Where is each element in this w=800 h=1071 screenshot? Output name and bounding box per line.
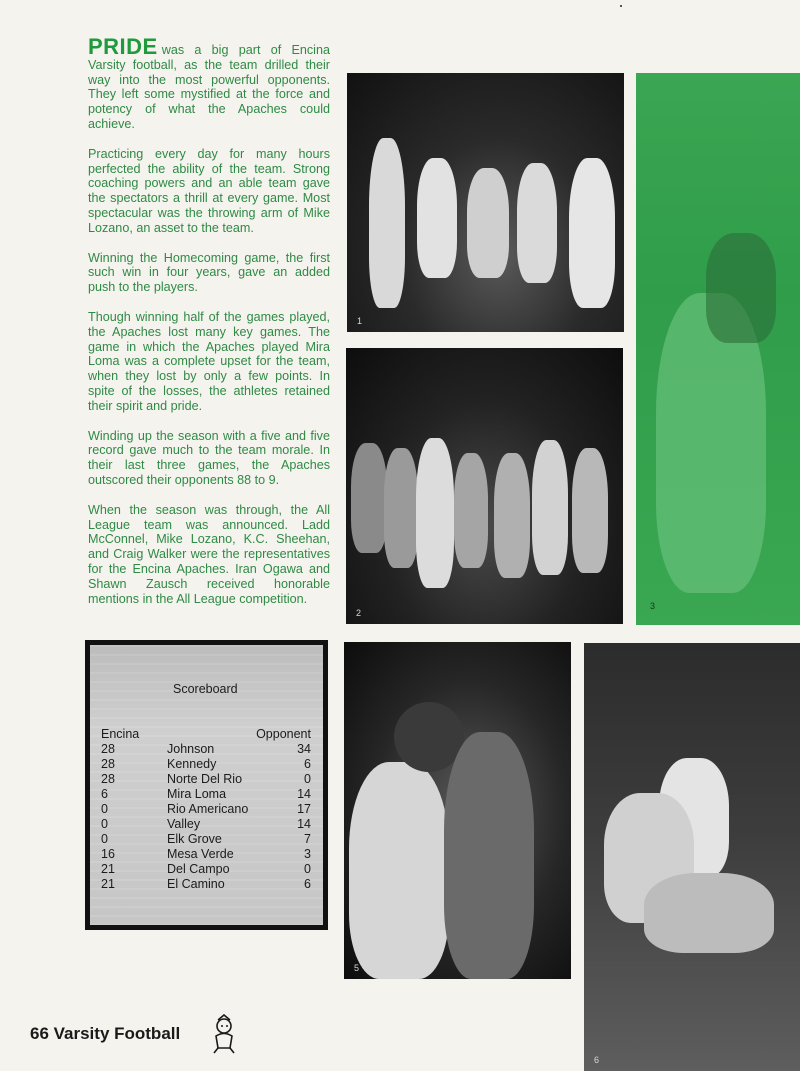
article-paragraph-5: Winding up the season with a five and five record gave much to the team morale. In their last three games, the Apaches outscored their opponents 88 to 9. (88, 428, 330, 487)
opponent-score: 0 (304, 862, 311, 876)
opponent-name: Valley (167, 817, 201, 831)
score-row (101, 832, 311, 847)
article-paragraph-6: When the season was through, the All League team was announced. Ladd McConnel, Mike Lozano, K.C. Sheehan, and Craig Walker were the representatives for the Encina Apaches. Iran Ogawa and Shawn Zausch received honorable mentions in the All League competition. (88, 502, 330, 606)
opponent-score: 6 (304, 877, 311, 891)
article-paragraph-3: Winning the Homecoming game, the first such win in four years, gave an added push to the players. (88, 250, 330, 295)
score-row (101, 772, 311, 787)
opponent-name: Mira Loma (167, 787, 227, 801)
photo-number: 6 (594, 1055, 600, 1065)
coach-figure (369, 138, 405, 308)
opponent-score: 14 (297, 817, 311, 831)
player-figure (416, 438, 454, 588)
apache-mascot-icon (206, 1014, 242, 1054)
article-paragraph-4: Though winning half of the games played, the Apaches lost many key games. The game in which the Apaches played Mira Loma was a complete upset for the team, when they lost by only a few points. In spite of the losses, the athletes retained their spirit and pride. (88, 309, 330, 413)
opponent-name: Kennedy (167, 757, 217, 771)
score-row (101, 862, 311, 877)
score-row (101, 877, 311, 892)
scoreboard-encina-header: Encina (101, 727, 140, 741)
player-figure (467, 168, 509, 278)
article-paragraph-2: Practicing every day for many hours perfected the ability of the team. Strong coaching powers and an able team gave the spectators a thrill at every game. Most spectacular was the throwing arm of Mike Lozano, an asset to the team. (88, 146, 330, 235)
score-row (101, 742, 311, 757)
opponent-name: Norte Del Rio (167, 772, 243, 786)
photo-team-huddle (346, 348, 623, 624)
player-figure (349, 762, 449, 979)
scoreboard-box (85, 640, 328, 930)
encina-score: 28 (101, 757, 115, 771)
opponent-name: Rio Americano (167, 802, 249, 816)
photo-number: 2 (356, 608, 362, 618)
player-figure (532, 440, 568, 575)
player-figure (417, 158, 457, 278)
page-footer-label: 66 Varsity Football (30, 1024, 181, 1043)
encina-score: 28 (101, 772, 115, 786)
photo-number: 5 (354, 963, 360, 973)
score-row (101, 802, 311, 817)
player-figure (494, 453, 530, 578)
article-paragraph-1 (88, 34, 330, 132)
opponent-score: 3 (304, 847, 311, 861)
opponent-score: 7 (304, 832, 311, 846)
photo-tackle (584, 643, 800, 1071)
opponent-name: El Camino (167, 877, 225, 891)
coach-figure (444, 732, 534, 979)
opponent-score: 34 (297, 742, 311, 756)
encina-score: 28 (101, 742, 115, 756)
player-figure (644, 873, 774, 953)
speck (620, 5, 622, 7)
opponent-score: 14 (297, 787, 311, 801)
scoreboard-opponent-header: Opponent (256, 727, 311, 741)
opponent-name: Johnson (167, 742, 215, 756)
encina-score: 21 (101, 862, 115, 876)
player-figure (569, 158, 615, 308)
score-row (101, 757, 311, 772)
scoreboard-panel (90, 645, 323, 925)
player-figure (572, 448, 608, 573)
paragraph-1-text: was a big part of Encina Varsity football, as the team drilled their way into the most powerful opponents. They left some mystified at the force and potency of what the Apaches could achieve. (88, 43, 330, 131)
score-row (101, 817, 311, 832)
player-figure (384, 448, 418, 568)
score-row (101, 847, 311, 862)
encina-score: 16 (101, 847, 115, 861)
score-row (101, 787, 311, 802)
encina-score: 6 (101, 787, 108, 801)
photo-number: 1 (357, 316, 363, 326)
photo-coach-and-player (344, 642, 571, 979)
scoreboard-title: Scoreboard (173, 682, 238, 696)
player-figure (454, 453, 488, 568)
opponent-name: Elk Grove (167, 832, 222, 846)
player-figure (706, 233, 776, 343)
scoreboard-rows (101, 742, 311, 892)
encina-score: 0 (101, 817, 108, 831)
player-figure (351, 443, 387, 553)
opponent-name: Mesa Verde (167, 847, 234, 861)
photo-green-tinted-players (636, 73, 800, 625)
lead-word: PRIDE (88, 34, 158, 59)
opponent-score: 17 (297, 802, 311, 816)
encina-score: 0 (101, 832, 108, 846)
encina-score: 21 (101, 877, 115, 891)
opponent-name: Del Campo (167, 862, 230, 876)
player-figure (517, 163, 557, 283)
opponent-score: 0 (304, 772, 311, 786)
photo-team-entering-field (347, 73, 624, 332)
article-column (88, 34, 330, 621)
opponent-score: 6 (304, 757, 311, 771)
photo-number: 3 (650, 601, 656, 611)
encina-score: 0 (101, 802, 108, 816)
